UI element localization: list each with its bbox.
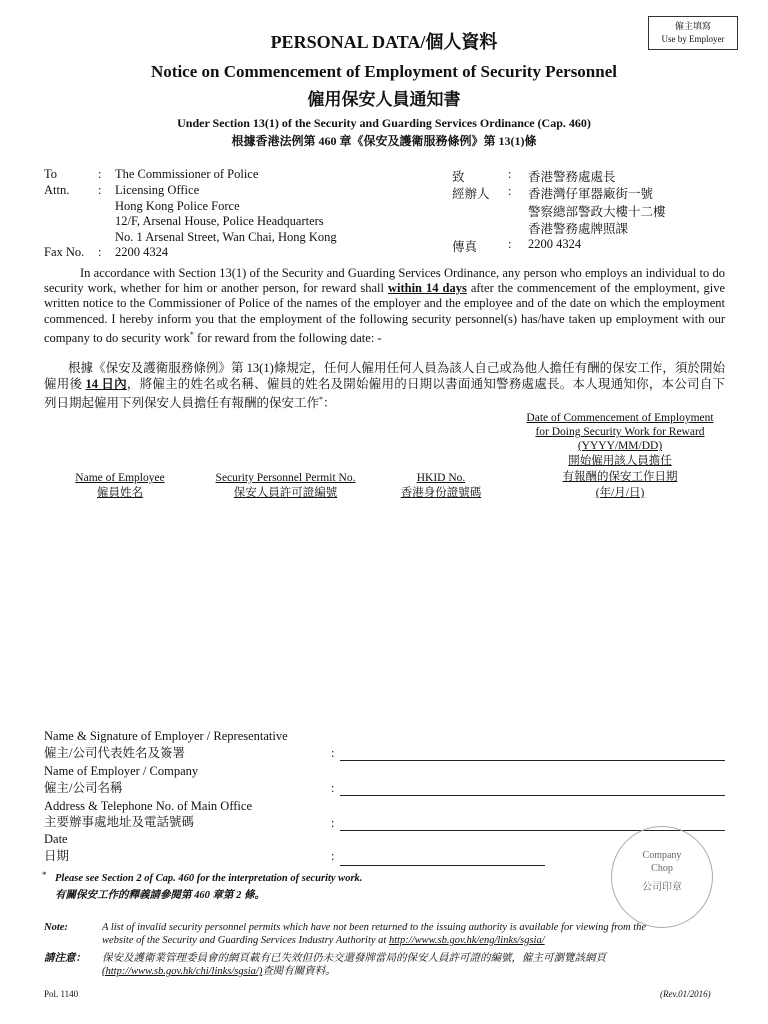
signature-field[interactable] [340, 760, 725, 761]
paragraph-zh-text: ，將僱主的姓名或名稱、僱員的姓名及開始僱用的日期以書面通知警務處處長。本人現通知你，本公司自下列日期起僱用下列保安人員擔任有報酬的保安工作 [44, 377, 725, 411]
date-label-zh: 日期 [44, 849, 70, 863]
notice-paragraph-en [44, 266, 725, 346]
note-label-en: Note: [44, 922, 68, 933]
col-date-line: 開始僱用該人員擔任 [568, 455, 672, 467]
footnote-marker: * [189, 329, 194, 339]
notice-paragraph-zh [44, 360, 725, 411]
colon: : [98, 245, 102, 259]
colon: : [508, 184, 512, 198]
note-text-zh-2-text: 查閱有關資料。 [262, 966, 336, 977]
colon: : [331, 816, 335, 830]
attn-line-zh: 香港灣仔軍器廠街一號 [528, 187, 654, 201]
paragraph-en-emphasis: within 14 days [387, 281, 467, 296]
paragraph-zh-text: ： [323, 396, 336, 411]
colon: : [331, 746, 335, 760]
paragraph-en-text: for reward from the following date: - [193, 330, 382, 345]
colon: : [331, 781, 335, 795]
note-url-zh[interactable]: (http://www.sb.gov.hk/chi/links/sgsia/) [102, 966, 263, 977]
note-text-en-2 [102, 935, 545, 946]
col-date-line: (YYYY/MM/DD) [577, 440, 663, 452]
attn-line: No. 1 Arsenal Street, Wan Chai, Hong Kong [115, 230, 337, 244]
date-field[interactable] [340, 865, 545, 866]
paragraph-en-text: In accordance with Section 13(1) of the Security and Guarding Services Ordinance, any person who employs an individual to do security work, whether for him or another person, for reward shall [44, 266, 725, 296]
col-date-line: Date of Commencement of Employment [526, 412, 714, 424]
paragraph-en-text: after the commencement of the employment, give written notice to the Commissioner of Police of the names of the employer and the employee and of the date on which the employment commenced. I hereby inform you that the employment of the following security personnel(s) has/have taken up employment with our company to do security work [44, 281, 726, 345]
colon: : [98, 183, 102, 197]
attn-line: 12/F, Arsenal House, Police Headquarters [115, 214, 324, 228]
date-label-en: Date [44, 832, 68, 846]
fax-label: Fax No. [44, 245, 85, 259]
revision: (Rev.01/2016) [660, 989, 711, 999]
col-permit-en: Security Personnel Permit No. [215, 472, 356, 484]
signature-label-en: Name & Signature of Employer / Representative [44, 729, 288, 743]
attn-line: Hong Kong Police Force [115, 199, 240, 213]
fax-label-zh: 傳真 [452, 240, 478, 254]
chop-label-zh: 公司印章 [642, 882, 682, 893]
employer-box-en: Use by Employer [661, 34, 725, 44]
chop-label-en: Company [642, 850, 682, 861]
col-date-line: for Doing Security Work for Reward [535, 426, 705, 438]
notice-title-zh: 僱用保安人員通知書 [307, 90, 461, 109]
col-name-en: Name of Employee [75, 472, 165, 484]
company-chop-circle [611, 826, 713, 928]
col-hkid-en: HKID No. [416, 472, 466, 484]
footnote-zh: 有關保安工作的釋義請參閱第 460 章第 2 條。 [55, 890, 265, 901]
footnote-star: * [42, 870, 47, 880]
fax-value-zh: 2200 4324 [528, 237, 582, 251]
note-text-en [102, 922, 725, 933]
col-name-zh: 僱員姓名 [97, 487, 143, 499]
note-text-en-1: A list of invalid security personnel permits which have not been returned to the issuing authority is available for viewing from the [102, 922, 647, 933]
chop-label-en2: Chop [651, 863, 673, 874]
to-label: To [44, 167, 58, 181]
to-value-zh: 香港警務處處長 [528, 170, 616, 184]
paragraph-zh-emphasis: 14 日內 [85, 377, 127, 391]
ordinance-ref-zh: 根據香港法例第 460 章《保安及護衛服務條例》第 13(1)條 [231, 134, 537, 148]
signature-label-zh: 僱主/公司代表姓名及簽署 [44, 746, 185, 760]
footnote-en: Please see Section 2 of Cap. 460 for the interpretation of security work. [55, 873, 363, 884]
attn-line-zh: 警察總部警政大樓十二樓 [528, 205, 666, 219]
ordinance-ref-en: Under Section 13(1) of the Security and Guarding Services Ordinance (Cap. 460) [177, 116, 591, 130]
company-label-en: Name of Employer / Company [44, 764, 199, 778]
personal-data-title: PERSONAL DATA/個人資料 [270, 32, 498, 52]
note-text-en-2-text: website of the Security and Guarding Services Industry Authority at [102, 935, 389, 946]
note-url-en[interactable]: http://www.sb.gov.hk/eng/links/sgsia/ [388, 935, 545, 946]
to-value: The Commissioner of Police [115, 167, 259, 181]
col-hkid-zh: 香港身份證號碼 [400, 487, 482, 499]
to-label-zh: 致 [452, 170, 465, 184]
colon: : [508, 167, 512, 181]
address-label-zh: 主要辦事處地址及電話號碼 [44, 815, 195, 829]
paragraph-zh-text: 根據《保安及護衛服務條例》第 13(1)條規定，任何人僱用任何人員為該人自己或為他人擔任有酬的保安工作，須於開始僱用後 [44, 361, 725, 391]
form-number: Pol. 1140 [44, 989, 79, 999]
attn-label-zh: 經辦人 [452, 187, 490, 201]
attn-line: Licensing Office [115, 183, 200, 197]
company-name-field[interactable] [340, 795, 725, 796]
fax-value: 2200 4324 [115, 245, 169, 259]
note-text-zh-1: 保安及護衛業管理委員會的網頁載有已失效但仍未交還發牌當局的保安人員許可證的編號，僱主可瀏覽該網頁 [102, 953, 606, 964]
colon: : [98, 167, 102, 181]
note-label-zh: 請注意： [44, 953, 86, 964]
col-date-line: 有報酬的保安工作日期 [562, 471, 678, 483]
attn-label: Attn. [44, 183, 70, 197]
note-text-zh-2 [102, 963, 336, 978]
colon: : [331, 849, 335, 863]
col-permit-zh: 保安人員許可證編號 [233, 487, 338, 499]
address-label-en: Address & Telephone No. of Main Office [44, 799, 252, 813]
employer-box-zh: 僱主填寫 [674, 21, 711, 31]
col-date-line: (年/月/日) [595, 487, 645, 499]
company-label-zh: 僱主/公司名稱 [44, 781, 123, 795]
notice-title-en: Notice on Commencement of Employment of Security Personnel [151, 62, 617, 81]
colon: : [508, 237, 512, 251]
attn-line-zh: 香港警務處牌照課 [528, 222, 629, 236]
footnote-marker: * [319, 395, 324, 404]
